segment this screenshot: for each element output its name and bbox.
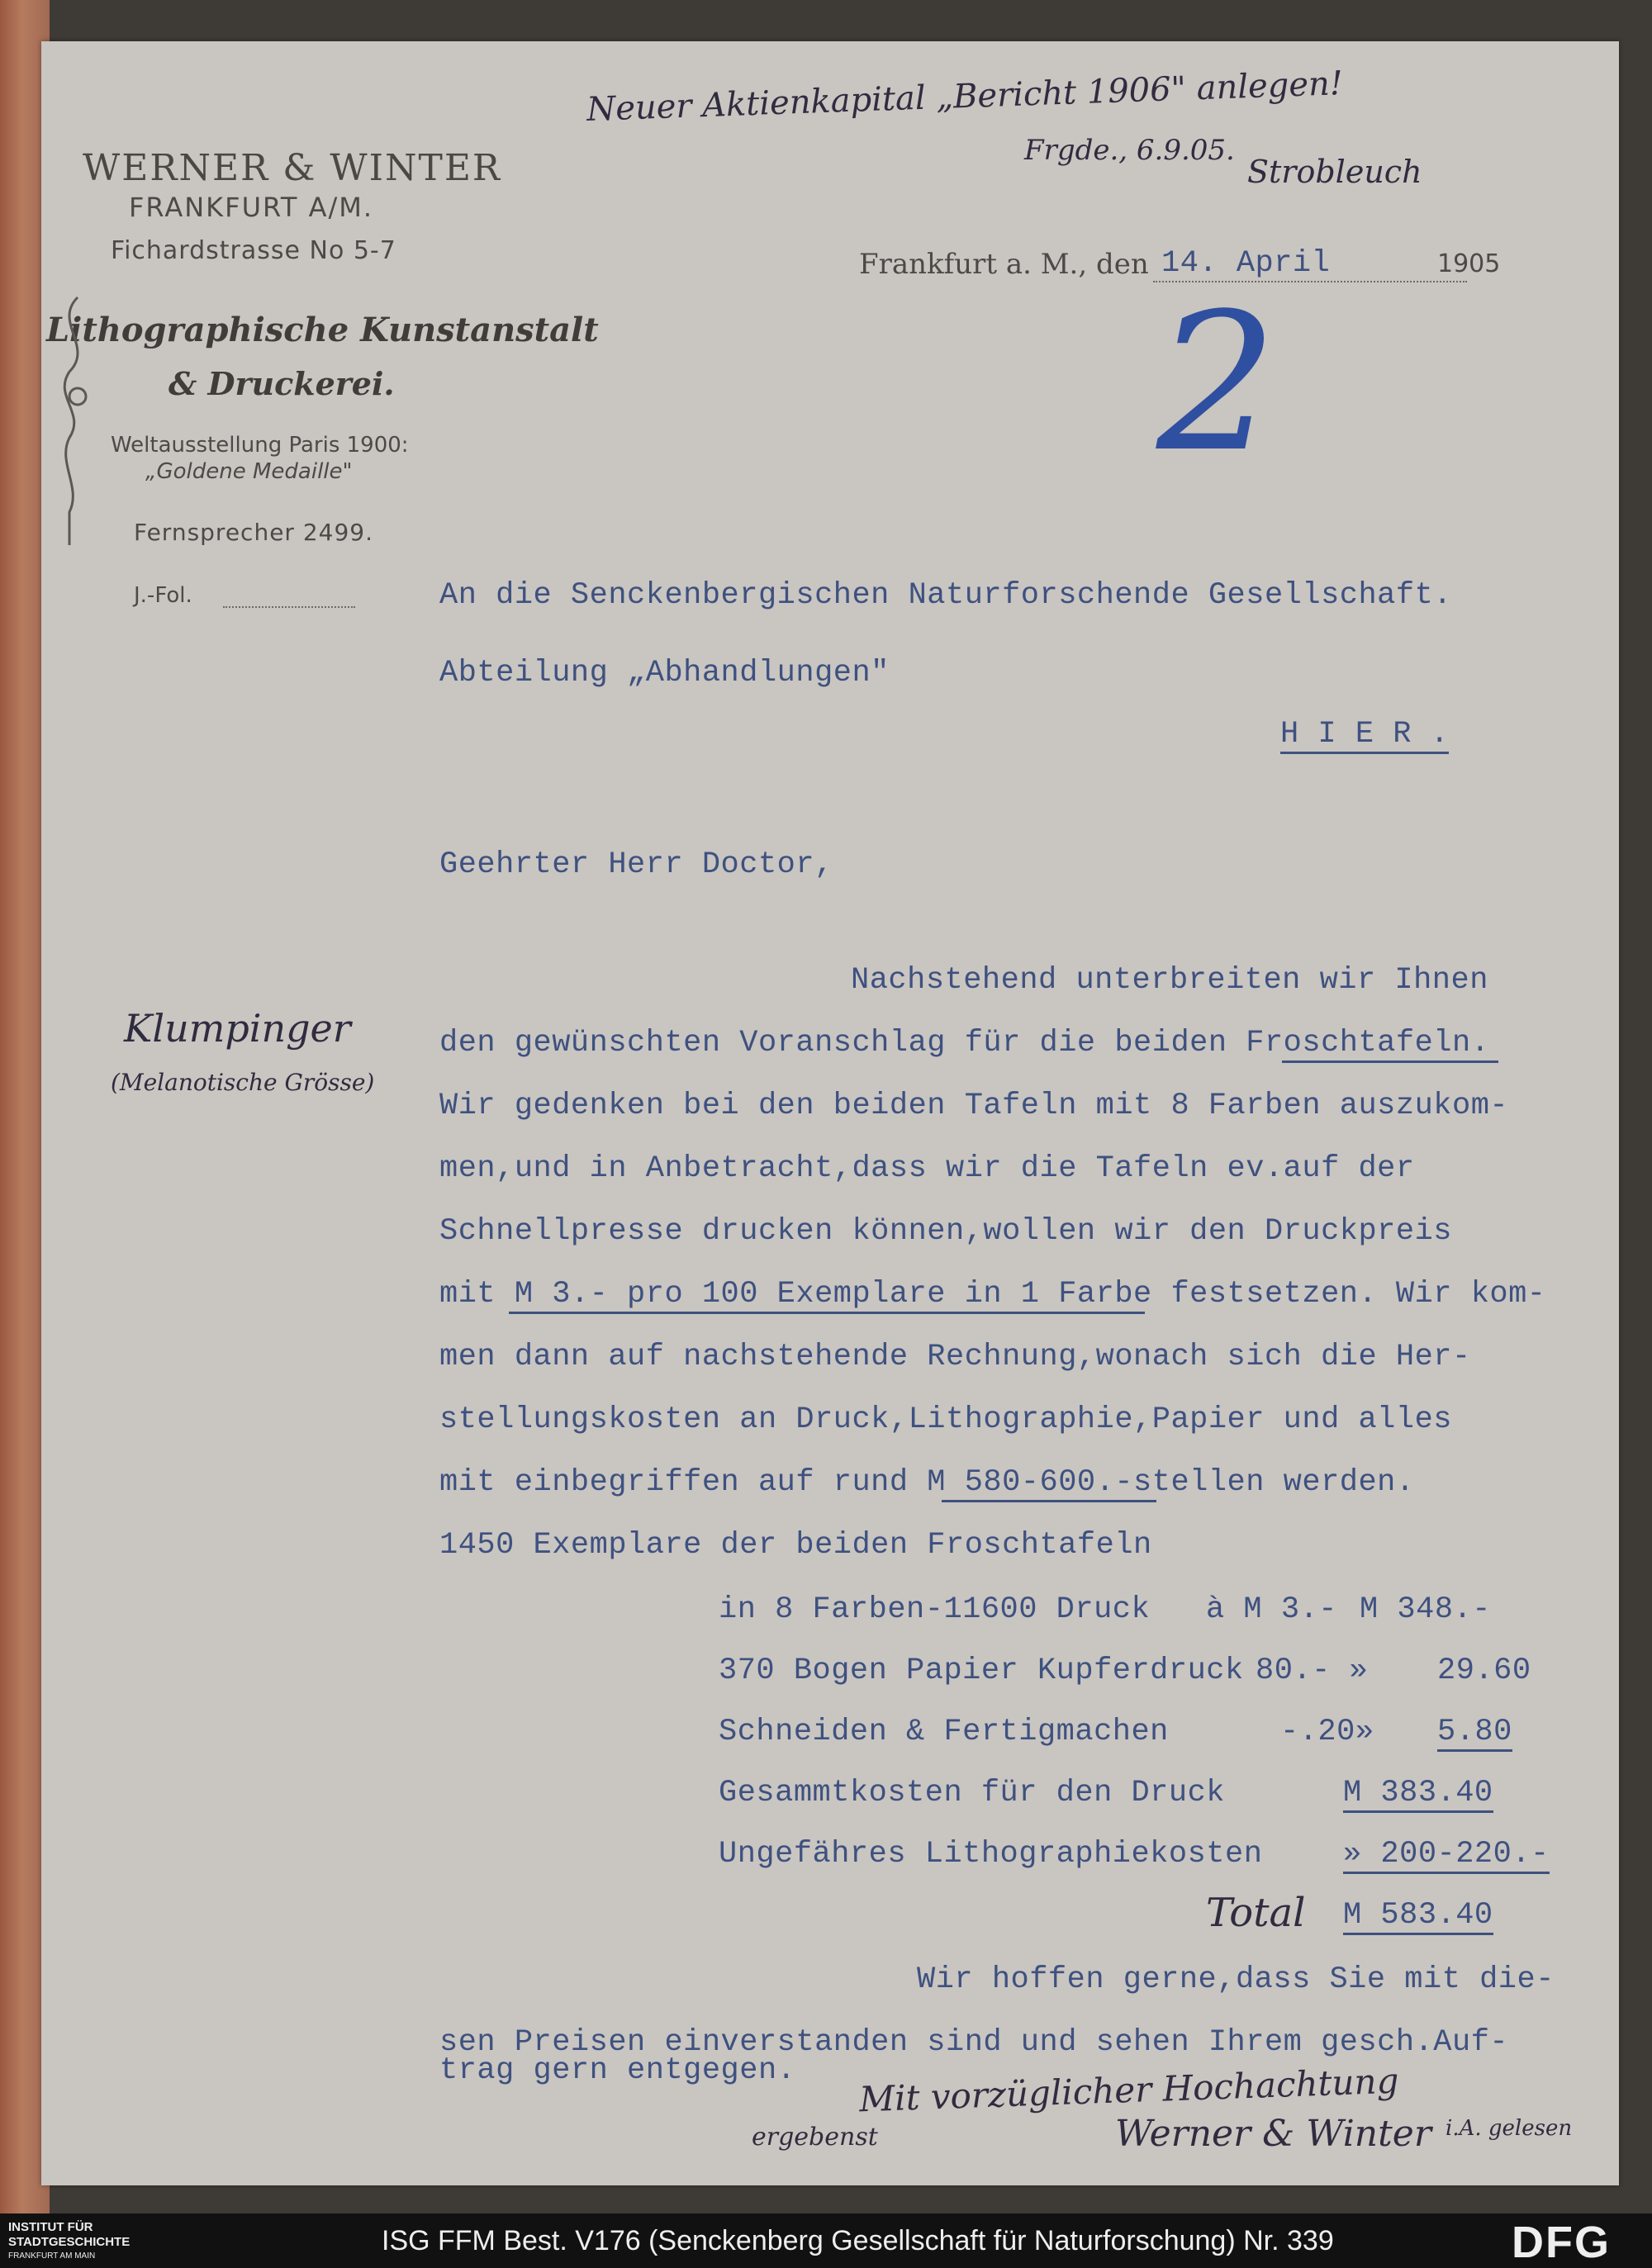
note-signature: Strobleuch bbox=[1247, 154, 1422, 190]
calc-amount: M 383.40 bbox=[1343, 1776, 1493, 1813]
address-line3: H I E R . bbox=[1280, 717, 1449, 754]
institute-line3: FRANKFURT AM MAIN bbox=[8, 2251, 96, 2261]
institute-line2: STADTGESCHICHTE bbox=[8, 2235, 131, 2249]
folio-line bbox=[223, 606, 355, 608]
letterhead-city: FRANKFURT A/M. bbox=[129, 192, 374, 223]
salutation: Geehrter Herr Doctor, bbox=[439, 847, 833, 882]
dateline-year: 1905 bbox=[1437, 249, 1501, 278]
calc-rate: -.20» bbox=[1280, 1715, 1374, 1749]
folio-label: J.-Fol. bbox=[134, 583, 192, 608]
signature: Werner & Winter bbox=[1115, 2113, 1431, 2155]
left-note: ergebenst bbox=[752, 2123, 878, 2152]
total-label: Total bbox=[1206, 1890, 1306, 1936]
body-line: den gewünschten Voranschlag für die beiden Froschtafeln. bbox=[439, 1026, 1490, 1060]
calc-desc: 370 Bogen Papier Kupferdruck bbox=[719, 1654, 1244, 1688]
letterhead-street: Fichardstrasse No 5-7 bbox=[111, 236, 396, 265]
big-number: 2 bbox=[1156, 273, 1278, 494]
closing-line: sen Preisen einverstanden sind und sehen Ihrem gesch.Auf- bbox=[439, 2025, 1509, 2060]
underline-price bbox=[509, 1312, 1145, 1314]
closing-phrase: Mit vorzüglicher Hochachtung bbox=[858, 2060, 1400, 2120]
address-line1: An die Senckenbergischen Naturforschende Gesellschaft. bbox=[439, 578, 1452, 613]
note-date: Frgde., 6.9.05. bbox=[1024, 134, 1235, 167]
signature-note: i.A. gelesen bbox=[1446, 2116, 1573, 2141]
calc-desc: in 8 Farben-11600 Druck bbox=[719, 1592, 1151, 1627]
body-line: mit einbegriffen auf rund M 580-600.-stellen werden. bbox=[439, 1465, 1415, 1500]
letterhead-expo: Weltausstellung Paris 1900: bbox=[111, 433, 409, 458]
letterhead-company: WERNER & WINTER bbox=[83, 147, 502, 189]
calc-rate: à M 3.- bbox=[1206, 1592, 1337, 1627]
body-line: Wir gedenken bei den beiden Tafeln mit 8 Farben auszukom- bbox=[439, 1089, 1509, 1123]
calc-amount: 5.80 bbox=[1437, 1715, 1512, 1752]
underline-total-estimate bbox=[942, 1500, 1156, 1502]
body-line: men,und in Anbetracht,dass wir die Tafeln ev.auf der bbox=[439, 1151, 1415, 1186]
body-line: stellungskosten an Druck,Lithographie,Papier und alles bbox=[439, 1402, 1452, 1437]
calc-desc: Ungefähres Lithographiekosten bbox=[719, 1837, 1263, 1872]
calc-desc: Gesammtkosten für den Druck bbox=[719, 1776, 1225, 1810]
margin-note-1: Klumpinger bbox=[124, 1006, 351, 1051]
calc-rate: 80.- » bbox=[1256, 1654, 1369, 1688]
calc-desc: Schneiden & Fertigmachen bbox=[719, 1715, 1169, 1749]
letterhead-business-line1: Lithographische Kunstanstalt bbox=[46, 311, 599, 349]
body-line: mit M 3.- pro 100 Exemplare in 1 Farbe festsetzen. Wir kom- bbox=[439, 1277, 1546, 1312]
dfg-logo: DFG bbox=[1512, 2218, 1611, 2267]
closing-line: Wir hoffen gerne,dass Sie mit die- bbox=[917, 1962, 1555, 1997]
body-line: Nachstehend unterbreiten wir Ihnen bbox=[851, 963, 1488, 998]
archive-caption: ISG FFM Best. V176 (Senckenberg Gesellschaft für Naturforschung) Nr. 339 bbox=[382, 2225, 1334, 2256]
archive-footer bbox=[0, 2213, 1652, 2268]
calc-amount: 29.60 bbox=[1437, 1654, 1531, 1688]
letterhead-medal: „Goldene Medaille" bbox=[145, 459, 353, 484]
letterhead-phone: Fernsprecher 2499. bbox=[134, 519, 373, 546]
calc-amount: » 200-220.- bbox=[1343, 1837, 1550, 1874]
letter-page bbox=[41, 41, 1619, 2185]
margin-note-2: (Melanotische Grösse) bbox=[111, 1069, 375, 1096]
dateline-place: Frankfurt a. M., den bbox=[859, 248, 1149, 281]
body-line: 1450 Exemplare der beiden Froschtafeln bbox=[439, 1528, 1152, 1563]
address-line2: Abteilung „Abhandlungen" bbox=[439, 656, 890, 690]
dateline-date: 14. April bbox=[1161, 246, 1331, 281]
body-line: men dann auf nachstehende Rechnung,wonach sich die Her- bbox=[439, 1340, 1471, 1374]
ornament-icon bbox=[45, 289, 102, 553]
note-top: Neuer Aktienkapital „Bericht 1906" anlegen! bbox=[586, 64, 1344, 129]
underline-froschtafeln bbox=[1282, 1060, 1498, 1063]
institute-line1: INSTITUT FÜR bbox=[8, 2220, 93, 2234]
body-line: Schnellpresse drucken können,wollen wir den Druckpreis bbox=[439, 1214, 1452, 1249]
letterhead-business-line2: & Druckerei. bbox=[169, 365, 395, 402]
calc-amount: M 348.- bbox=[1360, 1592, 1491, 1627]
calc-amount: M 583.40 bbox=[1343, 1898, 1493, 1935]
closing-line: trag gern entgegen. bbox=[439, 2053, 796, 2088]
